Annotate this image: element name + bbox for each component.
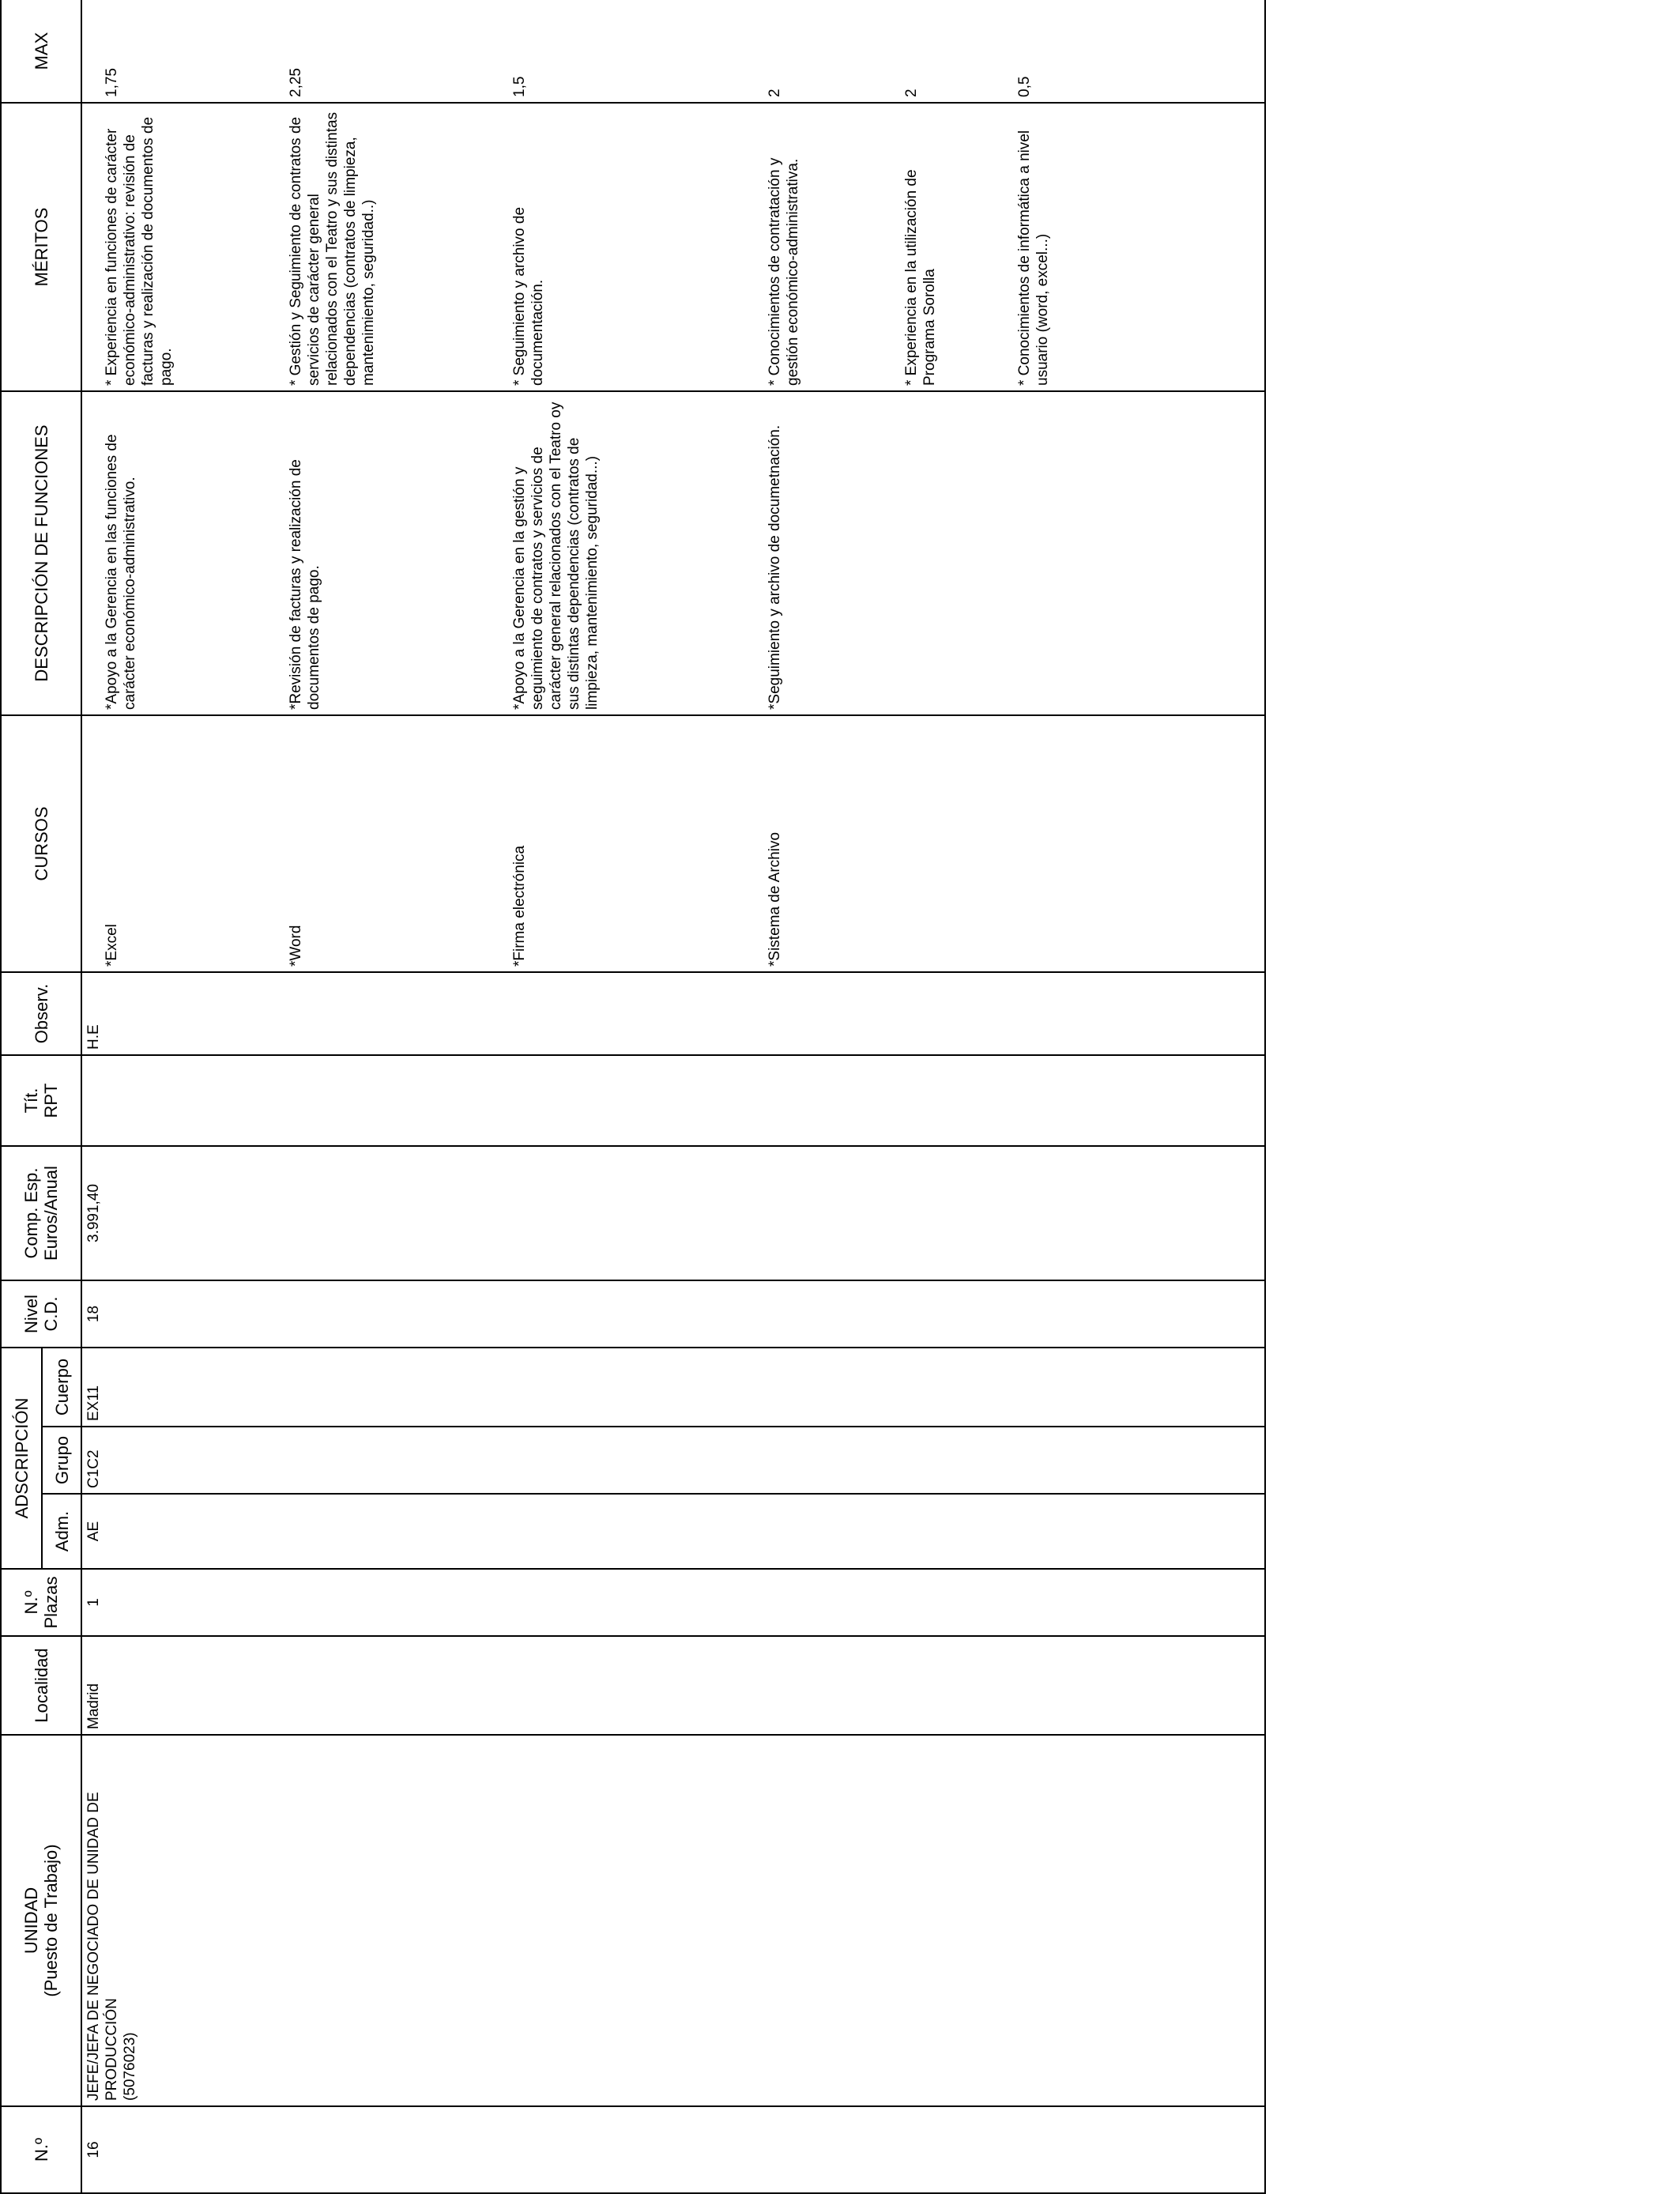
cell-max [81,0,1265,103]
cell-plazas: 1 [81,1569,1265,1636]
header-adscripcion: ADSCRIPCIÓN [1,1348,42,1569]
table-row [81,0,1265,2193]
max-value: 1,75 [104,68,120,97]
merito-item: * Experiencia en funciones de carácter económico-administrativo: revisión de facturas y realización de documentos de pago. [104,116,175,386]
header-meritos: MÉRITOS [1,103,81,391]
header-grupo: Grupo [42,1427,81,1494]
funcion-item: *Revisión de facturas y realización de documentos de pago. [288,459,322,710]
header-cuerpo: Cuerpo [42,1348,81,1427]
cell-nivel: 18 [81,1280,1265,1348]
cell-cursos [81,715,1265,972]
curso-item: *Firma electrónica [511,845,528,967]
table-header [1,0,81,2193]
cell-cuerpo: EX11 [81,1348,1265,1427]
cell-comp: 3.991,40 [81,1146,1265,1280]
merito-item: * Conocimientos de informática a nivel usuario (word, excel...) [1016,130,1051,386]
merito-item: * Experiencia en la utilización de Programa Sorolla [903,169,938,386]
funcion-item: *Apoyo a la Gerencia en las funciones de carácter económico-administrativo. [104,434,138,710]
cell-tit [81,1055,1265,1146]
merito-item: * Conocimientos de contratación y gestión económico-administrativa. [767,157,801,386]
cell-localidad: Madrid [81,1636,1265,1735]
curso-item: *Excel [104,924,120,967]
funcion-item: *Seguimiento y archivo de documetnación. [767,424,783,710]
max-value: 2 [903,89,920,97]
cell-grupo: C1C2 [81,1427,1265,1494]
max-value: 2,25 [288,68,304,97]
header-localidad: Localidad [1,1636,81,1735]
cell-observ: H.E [81,972,1265,1055]
header-comp: Comp. Esp. Euros/Anual [1,1146,81,1280]
header-tit: Tít. RPT [1,1055,81,1146]
header-plazas: N.º Plazas [1,1569,81,1636]
header-unidad: UNIDAD (Puesto de Trabajo) [1,1735,81,2106]
max-value: 2 [767,89,783,97]
merito-item: * Seguimiento y archivo de documentación. [511,206,546,386]
header-adm: Adm. [42,1494,81,1569]
cell-unidad: JEFE/JEFA DE NEGOCIADO DE UNIDAD DE PRODUCCIÓN (5076023) [81,1735,1265,2106]
cell-n: 16 [81,2106,1265,2193]
header-max: MAX [1,0,81,103]
header-nivel: Nivel C.D. [1,1280,81,1348]
header-n: N.º [1,2106,81,2193]
cell-adm: AE [81,1494,1265,1569]
merito-item: * Gestión y Seguimiento de contratos de servicios de carácter general relacionados con el Teatro y sus distintas dependencias (contratos de limpieza, mantenimiento, seguridad..) [288,111,377,386]
curso-item: *Sistema de Archivo [767,831,783,967]
header-cursos: CURSOS [1,715,81,972]
max-value: 0,5 [1016,76,1033,97]
funcion-item: *Apoyo a la Gerencia en la gestión y seguimiento de contratos y servicios de carácter general relacionados con el Teatro oy sus distintas dependencias (contratos de limpieza, mantenimiento, seguridad...) [511,401,601,710]
header-observ: Observ. [1,972,81,1055]
max-value: 1,5 [511,76,528,97]
cell-descripcion [81,391,1265,715]
curso-item: *Word [288,925,304,967]
cell-meritos [81,103,1265,391]
header-descripcion: DESCRIPCIÓN DE FUNCIONES [1,391,81,715]
